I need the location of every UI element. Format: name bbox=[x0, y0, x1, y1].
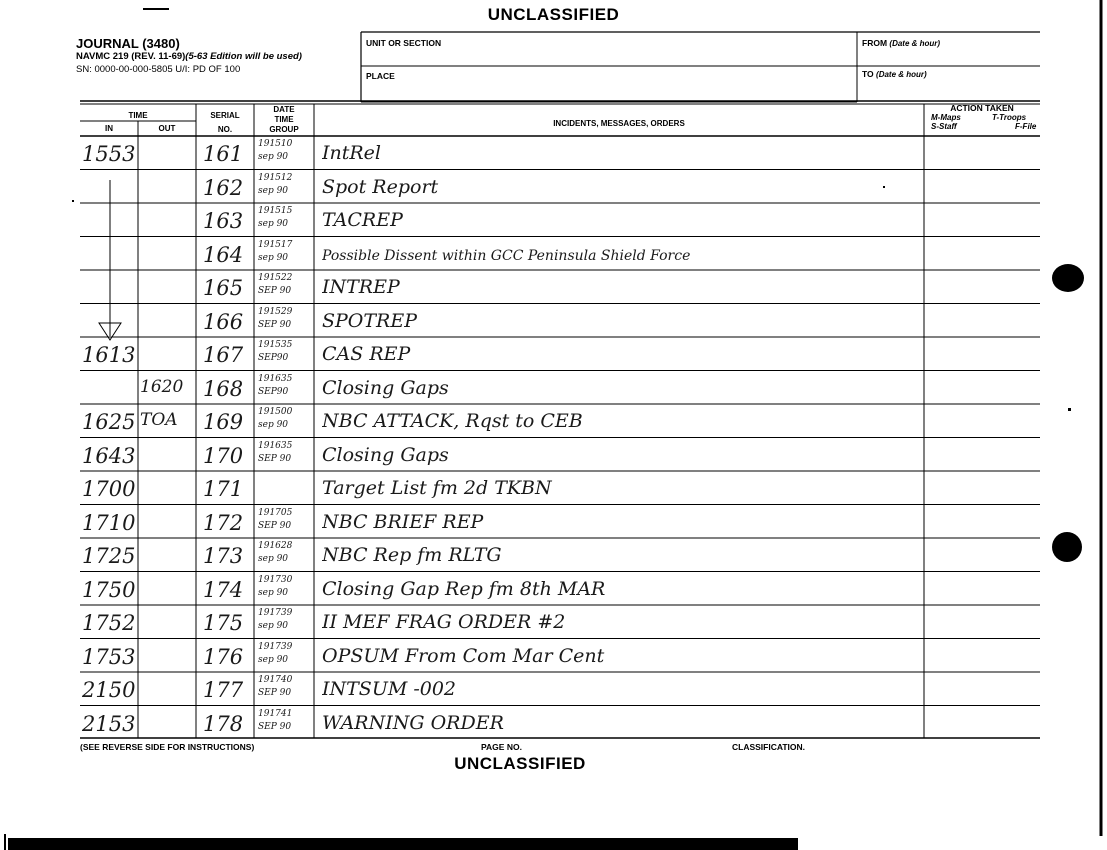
dtg-header-2: TIME bbox=[274, 115, 294, 124]
dtg-line1-cell: 191628 bbox=[258, 541, 293, 551]
time-in-cell: 1753 bbox=[82, 644, 136, 669]
time-in-cell: 1725 bbox=[82, 544, 136, 568]
dtg-line2-cell: sep 90 bbox=[258, 420, 289, 430]
margin-speck-2 bbox=[883, 186, 885, 188]
dtg-line1-cell: 191739 bbox=[258, 641, 293, 652]
dtg-line2-cell: SEP 90 bbox=[258, 520, 292, 531]
message-cell: TACREP bbox=[322, 209, 403, 231]
message-cell: INTSUM -002 bbox=[322, 678, 457, 700]
journal-row bbox=[0, 572, 1040, 606]
message-cell: NBC BRIEF REP bbox=[322, 510, 484, 533]
dtg-line1-cell: 191522 bbox=[258, 273, 293, 283]
from-hint: (Date & hour) bbox=[889, 39, 941, 48]
journal-row bbox=[0, 605, 1040, 639]
serial-cell: 169 bbox=[203, 410, 244, 434]
form-title: JOURNAL (3480) bbox=[76, 36, 180, 51]
dtg-header-3: GROUP bbox=[269, 125, 299, 134]
dtg-line2-cell: sep 90 bbox=[258, 252, 289, 263]
place-label: PLACE bbox=[366, 71, 395, 81]
journal-row bbox=[0, 438, 1040, 472]
dtg-line2-cell: sep 90 bbox=[258, 654, 289, 665]
to-label-text: TO bbox=[862, 69, 874, 79]
dtg-line1-cell: 191740 bbox=[258, 675, 293, 685]
form-number: NAVMC 219 (REV. 11-69) bbox=[76, 51, 186, 62]
message-cell: OPSUM From Com Mar Cent bbox=[322, 644, 605, 667]
dtg-line1-cell: 191510 bbox=[258, 139, 293, 149]
dtg-line2-cell: sep 90 bbox=[258, 587, 289, 598]
dtg-line2-cell: sep 90 bbox=[258, 185, 289, 196]
time-in-cell: 2150 bbox=[82, 678, 136, 702]
dtg-line1-cell: 191635 bbox=[258, 440, 293, 451]
serial-cell: 174 bbox=[203, 577, 244, 602]
message-cell: NBC ATTACK, Rqst to CEB bbox=[322, 410, 583, 432]
classification-bottom: UNCLASSIFIED bbox=[454, 754, 586, 773]
serial-cell: 178 bbox=[203, 711, 244, 736]
action-file-label: F-File bbox=[1015, 122, 1037, 131]
dtg-line1-cell: 191730 bbox=[258, 574, 293, 585]
serial-cell: 165 bbox=[203, 276, 244, 300]
journal-row bbox=[0, 136, 1040, 170]
margin-speck-1 bbox=[1068, 408, 1071, 411]
time-out-header: OUT bbox=[158, 124, 176, 133]
time-in-cell: 1553 bbox=[82, 142, 136, 166]
dtg-line2-cell: sep 90 bbox=[258, 152, 289, 162]
time-in-cell: 1752 bbox=[82, 611, 136, 635]
serial-cell: 168 bbox=[203, 376, 244, 401]
serial-cell: 167 bbox=[203, 343, 244, 367]
incidents-header: INCIDENTS, MESSAGES, ORDERS bbox=[553, 119, 685, 128]
serial-header-1: SERIAL bbox=[210, 111, 240, 120]
message-cell: INTREP bbox=[322, 276, 400, 298]
time-out-cell: 1620 bbox=[140, 376, 184, 397]
dtg-line2-cell: SEP 90 bbox=[258, 286, 292, 296]
dtg-line1-cell: 191741 bbox=[258, 708, 293, 719]
dtg-line1-cell: 191512 bbox=[258, 172, 293, 183]
unit-or-section-label: UNIT OR SECTION bbox=[366, 38, 442, 48]
dtg-line2-cell: SEP 90 bbox=[258, 319, 292, 330]
journal-row bbox=[0, 706, 1040, 740]
journal-row bbox=[0, 337, 1040, 371]
journal-row bbox=[0, 304, 1040, 338]
serial-cell: 166 bbox=[203, 309, 244, 334]
dtg-line2-cell: SEP 90 bbox=[258, 688, 292, 698]
serial-cell: 161 bbox=[203, 142, 244, 166]
to-label bbox=[862, 69, 927, 79]
time-in-header: IN bbox=[105, 124, 113, 133]
serial-header-2: NO. bbox=[217, 125, 233, 134]
dtg-line1-cell: 191705 bbox=[258, 507, 293, 518]
serial-cell: 162 bbox=[203, 175, 244, 200]
serial-cell: 164 bbox=[203, 242, 244, 267]
serial-cell: 163 bbox=[203, 209, 244, 233]
serial-cell: 176 bbox=[203, 644, 244, 669]
serial-cell: 172 bbox=[203, 510, 244, 535]
time-in-cell: 1710 bbox=[82, 510, 136, 535]
ink-blot-upper bbox=[1052, 264, 1084, 292]
message-cell: II MEF FRAG ORDER #2 bbox=[322, 611, 566, 633]
time-header: TIME bbox=[128, 111, 148, 120]
journal-row bbox=[0, 505, 1040, 539]
dtg-line1-cell: 191500 bbox=[258, 407, 293, 417]
action-maps-label: M-Maps bbox=[931, 113, 961, 122]
dtg-line2-cell: SEP 90 bbox=[258, 721, 292, 732]
dtg-line2-cell: SEP90 bbox=[258, 386, 289, 397]
journal-row bbox=[0, 203, 1040, 237]
journal-row bbox=[0, 371, 1040, 405]
serial-cell: 175 bbox=[203, 611, 244, 635]
message-cell: Target List fm 2d TKBN bbox=[322, 477, 552, 499]
journal-row bbox=[0, 471, 1040, 505]
dtg-header-1: DATE bbox=[273, 105, 295, 114]
journal-row bbox=[0, 404, 1040, 438]
time-in-cell: 1700 bbox=[82, 477, 136, 501]
dtg-line2-cell: sep 90 bbox=[258, 219, 289, 229]
message-cell: Spot Report bbox=[322, 175, 439, 198]
message-cell: WARNING ORDER bbox=[322, 711, 504, 734]
serial-cell: 171 bbox=[203, 477, 244, 501]
dtg-line2-cell: sep 90 bbox=[258, 554, 289, 564]
message-cell: Closing Gap Rep fm 8th MAR bbox=[322, 577, 606, 600]
dtg-line1-cell: 191515 bbox=[258, 206, 293, 216]
dtg-line1-cell: 191635 bbox=[258, 373, 293, 384]
form-stock-number: SN: 0000-00-000-5805 U/I: PD OF 100 bbox=[76, 64, 241, 75]
instructions-note: (SEE REVERSE SIDE FOR INSTRUCTIONS) bbox=[80, 742, 255, 752]
serial-cell: 170 bbox=[203, 443, 244, 468]
time-in-cell: 2153 bbox=[82, 711, 136, 736]
message-cell: SPOTREP bbox=[322, 309, 418, 332]
to-hint: (Date & hour) bbox=[876, 70, 927, 79]
message-cell: NBC Rep fm RLTG bbox=[322, 544, 502, 566]
time-out-cell: TOA bbox=[140, 410, 178, 430]
margin-speck-3 bbox=[72, 200, 74, 202]
dtg-line2-cell: sep 90 bbox=[258, 621, 289, 631]
time-in-cell: 1750 bbox=[82, 577, 136, 602]
time-in-cell: 1613 bbox=[82, 343, 136, 367]
action-staff-label: S-Staff bbox=[931, 122, 957, 131]
journal-row bbox=[0, 237, 1040, 271]
message-cell: Closing Gaps bbox=[322, 376, 449, 399]
classification-top: UNCLASSIFIED bbox=[487, 5, 620, 24]
dtg-line1-cell: 191517 bbox=[258, 239, 293, 250]
serial-cell: 173 bbox=[203, 544, 244, 568]
message-cell: Closing Gaps bbox=[322, 443, 449, 466]
classification-label: CLASSIFICATION. bbox=[732, 742, 806, 752]
message-cell: IntRel bbox=[322, 142, 382, 164]
dtg-line2-cell: SEP 90 bbox=[258, 453, 292, 464]
page-no-label: PAGE NO. bbox=[481, 742, 522, 752]
action-troops-label: T-Troops bbox=[992, 113, 1027, 122]
journal-row bbox=[0, 538, 1040, 572]
message-cell: CAS REP bbox=[322, 343, 411, 365]
serial-cell: 177 bbox=[203, 678, 244, 702]
message-cell: Possible Dissent within GCC Peninsula Shield Force bbox=[322, 247, 691, 264]
journal-row bbox=[0, 270, 1040, 304]
ink-blot-lower bbox=[1052, 532, 1082, 562]
from-label-text: FROM bbox=[862, 38, 888, 48]
from-label bbox=[862, 38, 940, 48]
dtg-line1-cell: 191739 bbox=[258, 608, 293, 618]
form-edition-note: (5-63 Edition will be used) bbox=[185, 51, 302, 62]
action-taken-header: ACTION TAKEN bbox=[950, 103, 1014, 113]
dtg-line1-cell: 191529 bbox=[258, 306, 293, 317]
time-in-cell: 1625 bbox=[82, 410, 136, 434]
time-in-cell: 1643 bbox=[82, 443, 136, 468]
journal-row bbox=[0, 639, 1040, 673]
dtg-line2-cell: SEP90 bbox=[258, 353, 289, 363]
journal-row bbox=[0, 672, 1040, 706]
dtg-line1-cell: 191535 bbox=[258, 340, 293, 350]
